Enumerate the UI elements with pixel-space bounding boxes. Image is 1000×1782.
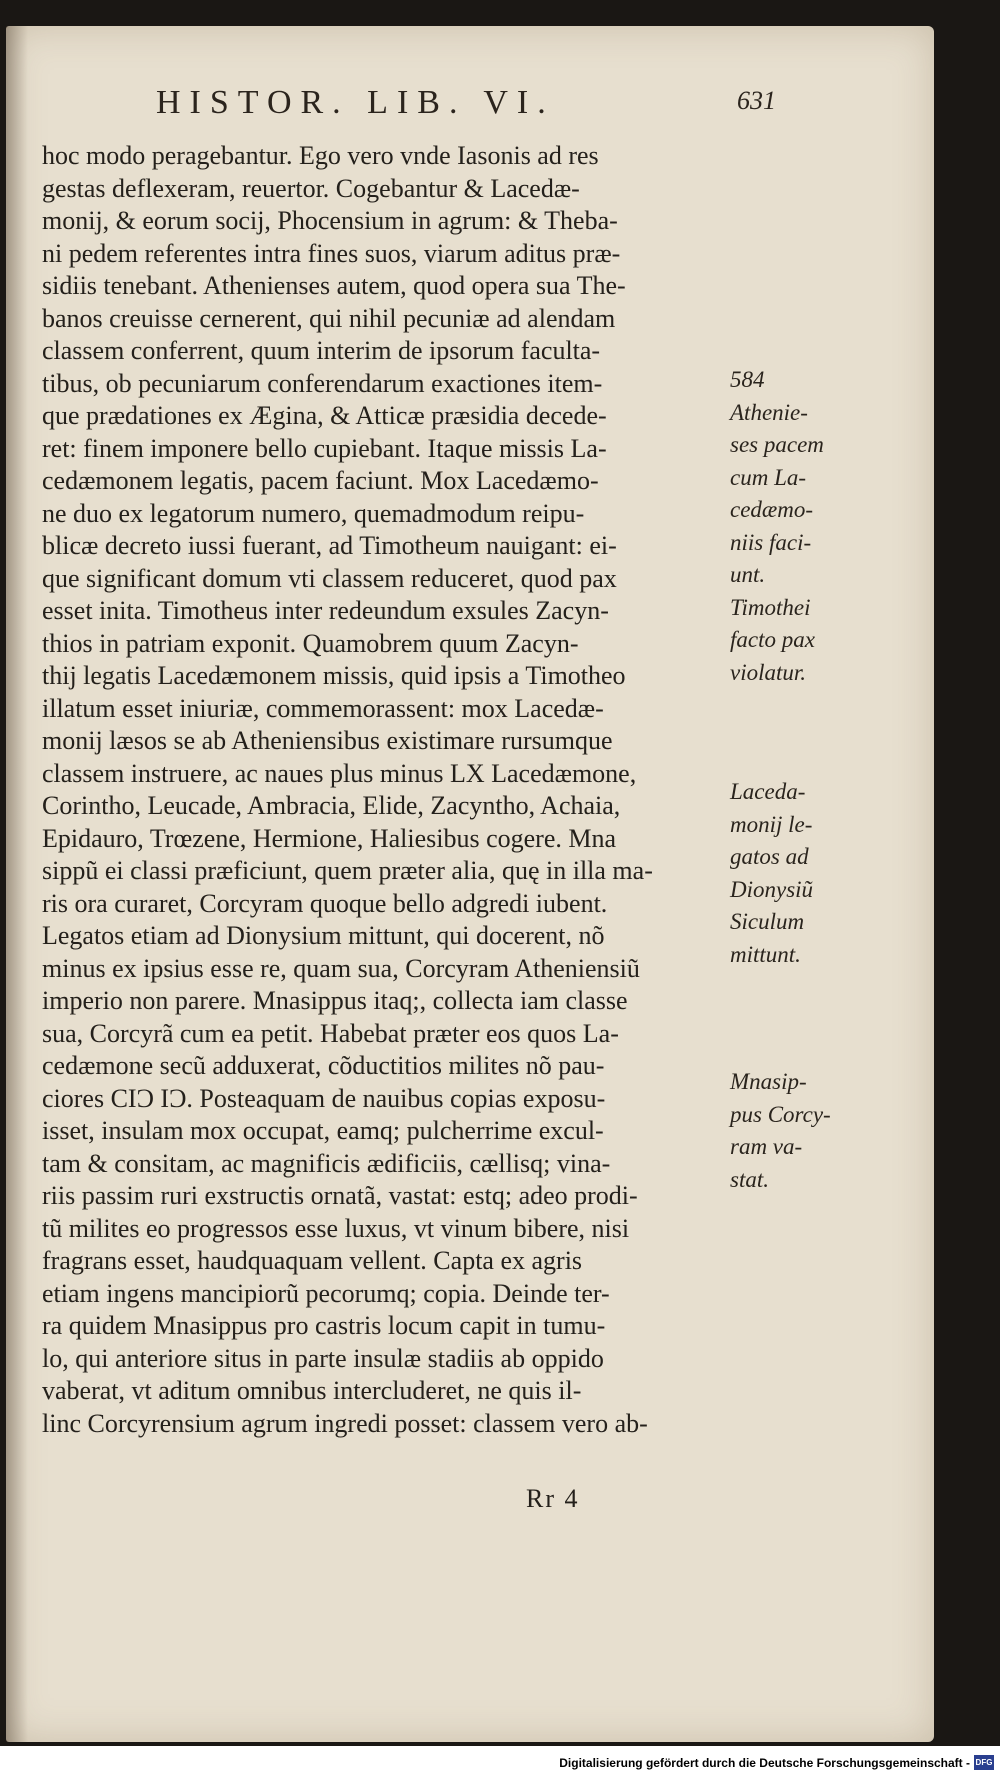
digitization-credit: Digitalisierung gefördert durch die Deutsche Forschungsgemeinschaft - <box>559 1756 970 1770</box>
text-line: ciores CIƆ IƆ. Posteaquam de nauibus copias exposu- <box>42 1083 606 1113</box>
text-line: tibus, ob pecuniarum conferendarum exactiones item- <box>42 368 603 398</box>
text-line: hoc modo peragebantur. Ego vero vnde Iasonis ad res <box>42 141 599 170</box>
text-line: illatum esset iniuriæ, commemorassent: mox Lacedæ- <box>42 693 604 723</box>
margin-note-line: 584 <box>730 367 765 392</box>
text-line: cedæmone secũ adduxerat, cõductitios milites nõ pau- <box>42 1051 605 1080</box>
gutter-shadow <box>6 26 28 1742</box>
margin-note-lacedaemonij <box>730 776 858 971</box>
text-line: vaberat, vt aditum omnibus intercluderet, ne quis il- <box>42 1376 582 1405</box>
text-line: thij legatis Lacedæmonem missis, quid ipsis a Timotheo <box>42 661 626 690</box>
text-line: Legatos etiam ad Dionysium mittunt, qui docerent, nõ <box>42 921 605 950</box>
text-line: isset, insulam mox occupat, eamq; pulcherrime excul- <box>42 1116 604 1145</box>
text-line: cedæmonem legatis, pacem faciunt. Mox Lacedæmo- <box>42 466 599 495</box>
margin-note-line: unt. <box>730 562 766 587</box>
margin-note-line: Siculum <box>730 909 805 934</box>
page-number: 631 <box>737 86 776 115</box>
text-line: imperio non parere. Mnasippus itaq;, collecta iam classe <box>42 986 628 1015</box>
text-line: banos creuisse cernerent, qui nihil pecuniæ ad alendam <box>42 303 616 333</box>
margin-note-line: Dionysiũ <box>730 876 814 902</box>
dfg-logo: DFG <box>974 1755 994 1770</box>
text-line: thios in patriam exponit. Quamobrem quum Zacyn- <box>42 628 579 658</box>
margin-note-line: cum La- <box>730 464 807 490</box>
margin-note-athenienses <box>730 364 858 689</box>
text-line: monij læsos se ab Atheniensibus existimare rursumque <box>42 726 613 755</box>
text-line: sua, Corcyrã cum ea petit. Habebat præter eos quos La- <box>42 1018 619 1048</box>
margin-note-line: mittunt. <box>730 941 801 967</box>
margin-note-line: cedæmo- <box>730 497 814 522</box>
text-line: ret: finem imponere bello cupiebant. Itaque missis La- <box>42 433 607 463</box>
text-line: Epidauro, Trœzene, Hermione, Haliesibus cogere. Mna <box>42 823 617 853</box>
margin-note-mnasippus <box>730 1066 858 1196</box>
text-line: tũ milites eo progressos esse luxus, vt vinum bibere, nisi <box>42 1213 630 1243</box>
margin-note-line: facto pax <box>730 627 815 652</box>
text-line: sidiis tenebant. Athenienses autem, quod opera sua The- <box>42 271 626 300</box>
margin-note-line: Timothei <box>730 594 811 620</box>
margin-note-line: monij le- <box>730 811 813 837</box>
margin-note-line: niis faci- <box>730 529 812 555</box>
text-line: etiam ingens mancipiorũ pecorumq; copia. Deinde ter- <box>42 1278 610 1308</box>
margin-note-line: pus Corcy- <box>730 1101 831 1127</box>
text-line: classem conferrent, quum interim de ipsorum faculta- <box>42 336 601 365</box>
text-line: riis passim ruri exstructis ornatã, vastat: estq; adeo prodi- <box>42 1181 638 1210</box>
margin-note-line: violatur. <box>730 659 807 685</box>
text-line: blicæ decreto iussi fuerant, ad Timotheum nauigant: ei- <box>42 531 617 560</box>
body-text <box>42 140 728 1440</box>
text-line: lo, qui anteriore situs in parte insulæ stadiis ab oppido <box>42 1343 604 1373</box>
text-line: Corintho, Leucade, Ambracia, Elide, Zacyntho, Achaia, <box>42 791 621 820</box>
margin-note-line: Athenie- <box>730 399 808 425</box>
text-line: esset inita. Timotheus inter redeundum exsules Zacyn- <box>42 596 609 625</box>
margin-note-line: Mnasip- <box>730 1069 807 1094</box>
margin-note-line: ram va- <box>730 1134 803 1159</box>
running-head: HISTOR. LIB. VI. <box>156 84 555 121</box>
margin-note-line: gatos ad <box>730 844 809 869</box>
footer-bar <box>0 1746 1000 1782</box>
margin-note-line: stat. <box>730 1166 769 1192</box>
text-line: ne duo ex legatorum numero, quemadmodum reipu- <box>42 498 585 528</box>
text-line: gestas deflexeram, reuertor. Cogebantur & Lacedæ- <box>42 173 580 203</box>
signature-mark: Rr 4 <box>526 1484 580 1513</box>
text-line: que prædationes ex Ægina, & Atticæ præsidia decede- <box>42 401 607 430</box>
text-line: monij, & eorum socij, Phocensium in agrum: & Theba- <box>42 206 618 235</box>
margin-note-line: Laceda- <box>730 779 806 804</box>
book-page <box>6 26 934 1742</box>
text-line: classem instruere, ac naues plus minus LX Lacedæmone, <box>42 758 637 788</box>
text-line: sippũ ei classi præficiunt, quem præter alia, quę in illa ma- <box>42 856 653 885</box>
page-header <box>146 84 776 132</box>
text-line: linc Corcyrensium agrum ingredi posset: classem vero ab- <box>42 1408 648 1438</box>
text-line: ris ora curaret, Corcyram quoque bello adgredi iubent. <box>42 888 608 918</box>
text-line: ni pedem referentes intra fines suos, viarum aditus præ- <box>42 238 621 268</box>
text-line: que significant domum vti classem reduceret, quod pax <box>42 563 617 593</box>
text-line: fragrans esset, haudquaquam vellent. Capta ex agris <box>42 1246 583 1275</box>
text-line: ra quidem Mnasippus pro castris locum capit in tumu- <box>42 1311 606 1340</box>
text-line: minus ex ipsius esse re, quam sua, Corcyram Atheniensiũ <box>42 953 640 983</box>
margin-note-line: ses pacem <box>730 432 824 457</box>
text-line: tam & consitam, ac magnificis ædificiis, cællisq; vina- <box>42 1148 611 1178</box>
